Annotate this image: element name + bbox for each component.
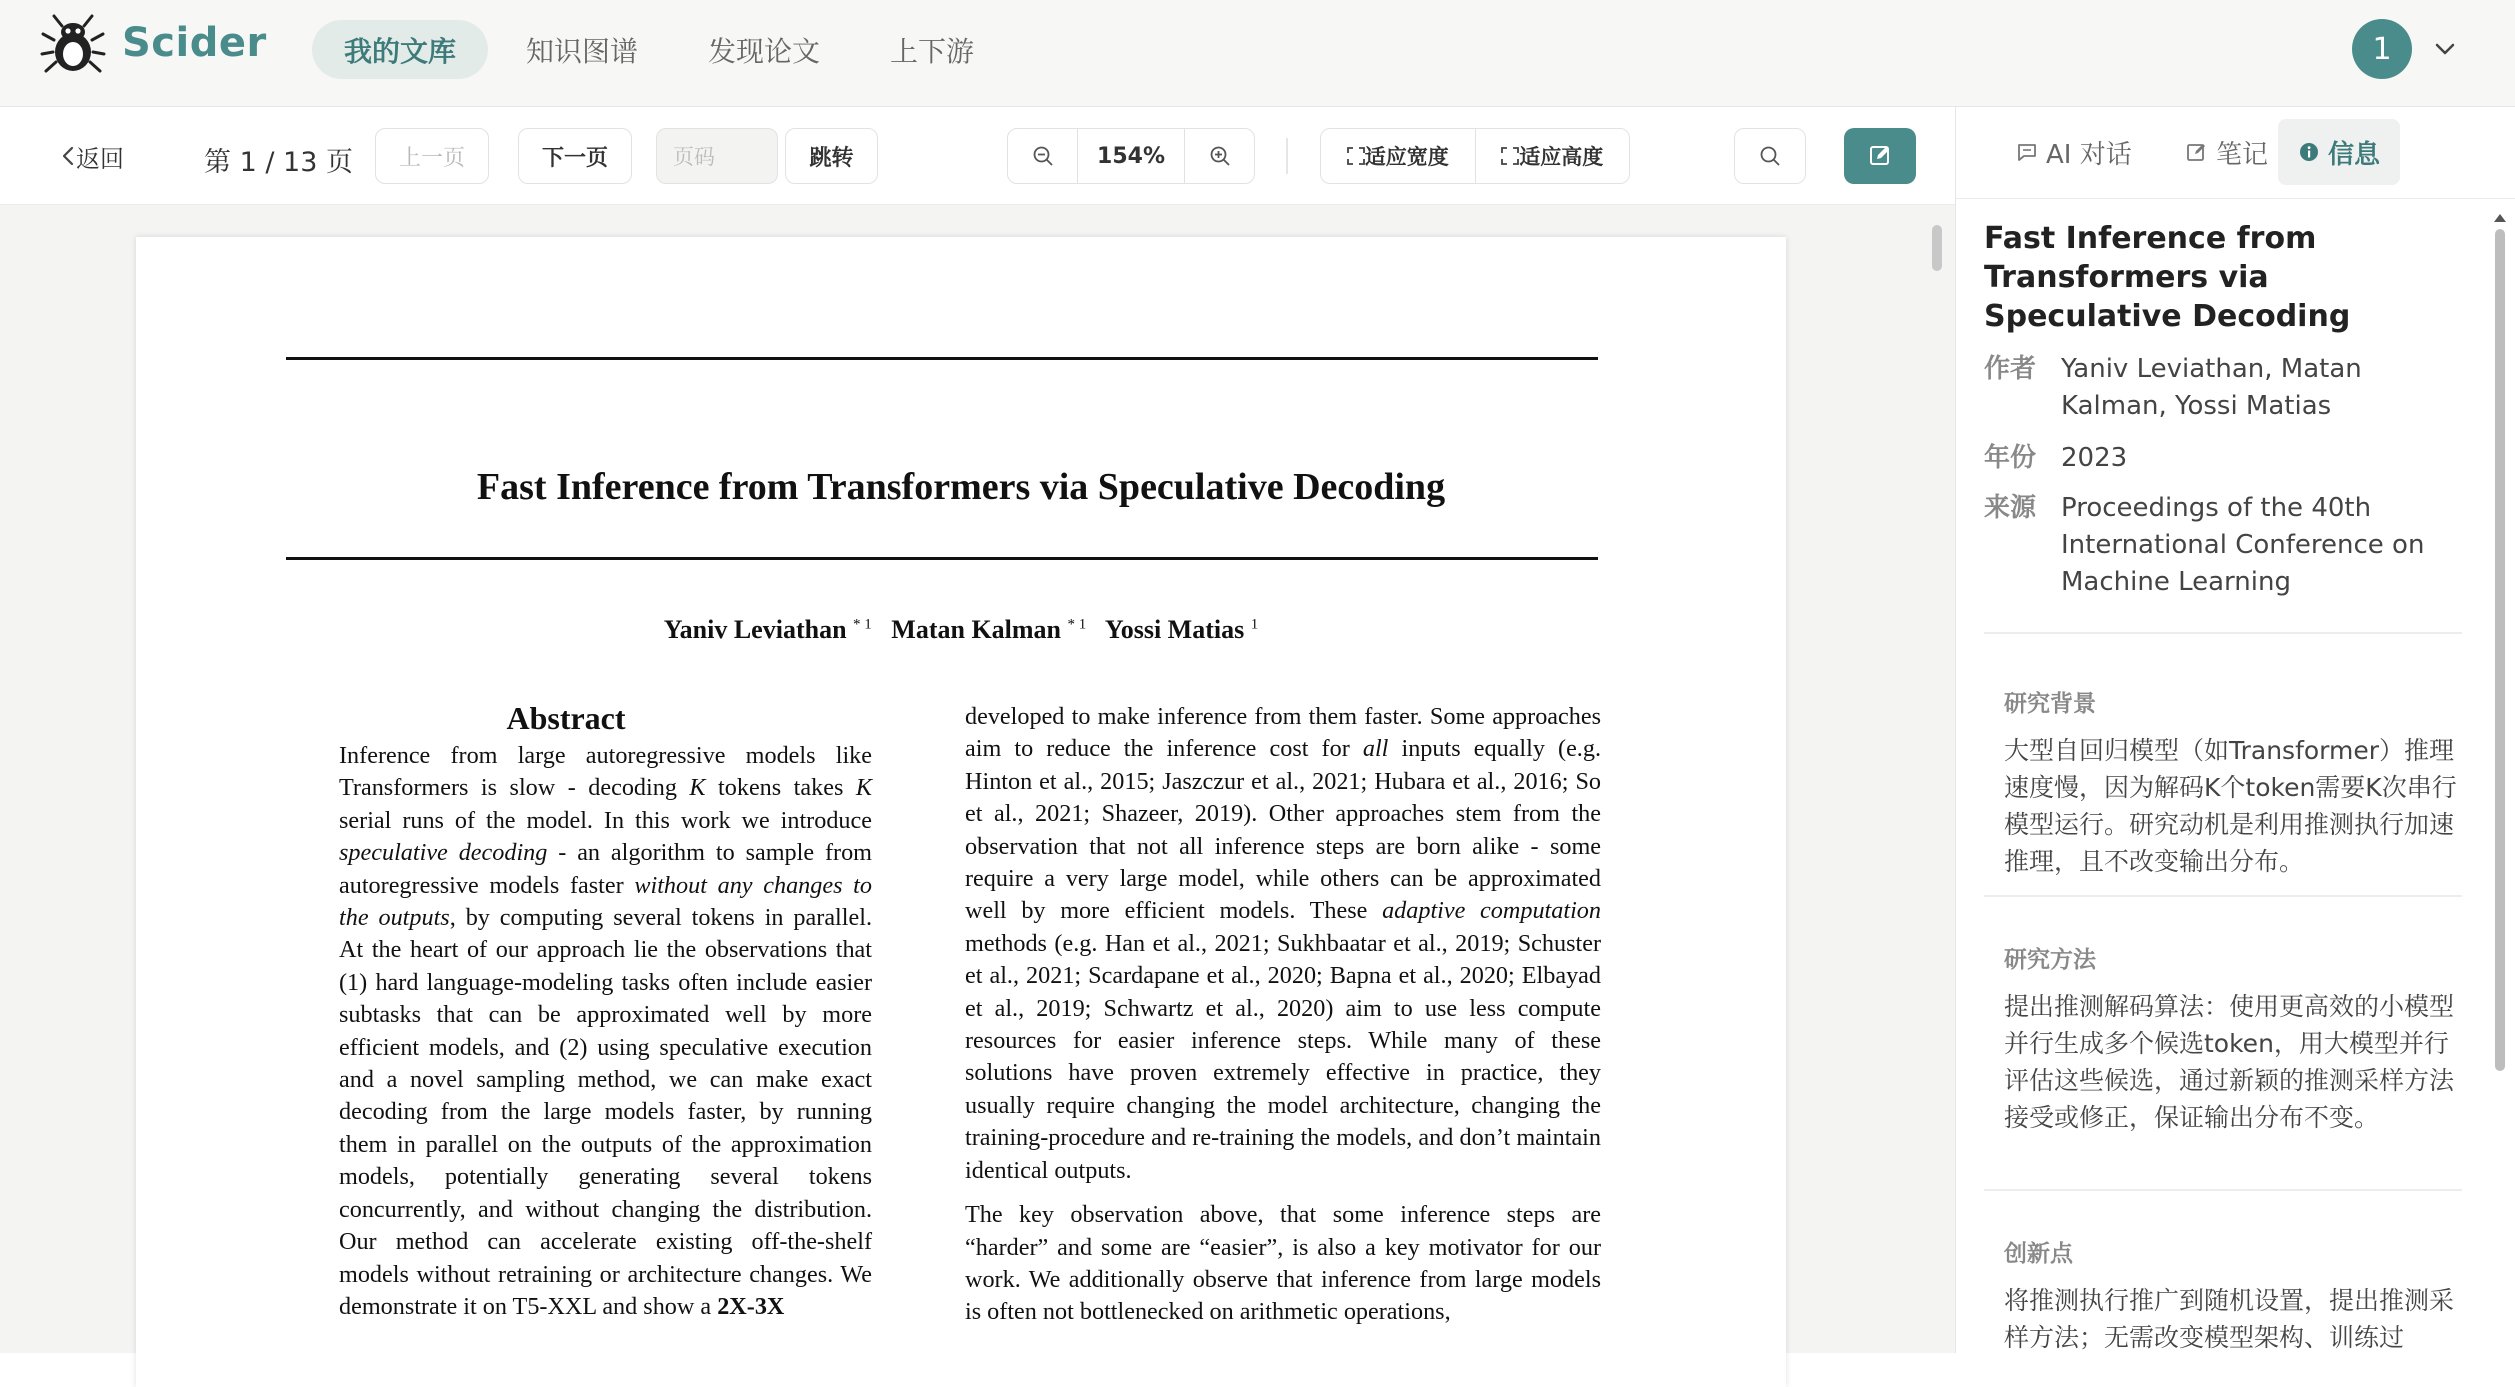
viewer-toolbar xyxy=(0,107,1955,205)
nav-knowledge-graph[interactable]: 知识图谱 xyxy=(526,34,639,68)
section-heading: 研究背景 xyxy=(2004,691,2096,717)
zoom-out-icon xyxy=(1032,145,1054,167)
chat-icon xyxy=(2016,141,2038,163)
fit-height-button[interactable] xyxy=(1476,129,1630,183)
meta-year xyxy=(1984,440,2464,477)
paper-authors xyxy=(136,615,1786,645)
abstract-paragraph: Inference from large autoregressive models like Transformers is slow - decoding K tokens takes K serial runs of the model. In this work we introduce speculative decoding - an algorithm to sample from autoregressive models faster without any changes to the outputs, by computing several tokens in parallel. At the heart of our approach lie the observations that (1) hard language-modeling tasks often include easier subtasks that can be approximated well by more efficient models, and (2) using speculative execution and a novel sampling method, we can make exact decoding from the large models faster, by running them in parallel on the outputs of the approximation models, potentially generating several tokens concurrently, and without changing the distribution. Our method can accelerate existing off-the-shelf models without retraining or architecture changes. We demonstrate it on T5-XXL and show a 2X-3X xyxy=(339,742,872,1320)
paper-title: Fast Inference from Transformers via Speculative Decoding xyxy=(476,466,1446,508)
section-background xyxy=(1984,685,2462,880)
nav-discover-papers[interactable]: 发现论文 xyxy=(708,34,821,68)
title-rule-bottom xyxy=(286,557,1598,560)
meta-key: 作者 xyxy=(1984,354,2037,384)
title-rule-top xyxy=(286,357,1598,360)
brand-name[interactable]: Scider xyxy=(122,20,267,66)
tab-label: 笔记 xyxy=(2216,139,2269,170)
tab-label: 信息 xyxy=(2328,139,2381,170)
page-indicator: 第 1 / 13 页 xyxy=(204,147,353,178)
zoom-level: 154% xyxy=(1097,143,1165,169)
abstract-heading: Abstract xyxy=(506,700,626,736)
fit-width-button[interactable] xyxy=(1321,129,1476,183)
search-icon xyxy=(1759,145,1781,167)
info-icon xyxy=(2298,141,2320,163)
nav-my-library[interactable]: 我的文库 xyxy=(312,20,488,79)
meta-value: 2023 xyxy=(2061,443,2128,473)
nav-upstream-downstream[interactable]: 上下游 xyxy=(890,34,975,68)
top-bar xyxy=(0,0,2515,107)
chevron-left-icon xyxy=(60,145,76,167)
pdf-viewer xyxy=(0,107,1955,1353)
tab-label: AI 对话 xyxy=(2046,139,2132,170)
bug-logo-icon[interactable] xyxy=(40,14,106,74)
meta-value: Yaniv Leviathan, Matan Kalman, Yossi Matias xyxy=(2061,354,2362,421)
next-page-button[interactable]: 下一页 xyxy=(518,128,632,184)
main-nav xyxy=(312,20,1012,79)
expand-icon xyxy=(1347,147,1365,165)
toolbar-divider xyxy=(1286,138,1288,174)
author-name: Yaniv Leviathan xyxy=(663,615,847,644)
tab-info[interactable] xyxy=(2278,119,2400,185)
sidebar-scrollbar-thumb[interactable] xyxy=(2495,229,2505,1071)
author-affiliation: * 1 xyxy=(853,616,872,633)
meta-value: Proceedings of the 40th International Conference on Machine Learning xyxy=(2061,493,2425,597)
divider xyxy=(1984,895,2462,897)
sidebar-paper-title: Fast Inference from Transformers via Speculative Decoding xyxy=(1984,221,2351,334)
fit-control xyxy=(1320,128,1630,184)
fit-width-label: 适应宽度 xyxy=(1364,145,1449,169)
back-label: 返回 xyxy=(76,144,124,173)
note-edit-icon xyxy=(2186,141,2208,163)
pdf-scrollbar-thumb[interactable] xyxy=(1932,225,1942,271)
meta-key: 来源 xyxy=(1984,493,2037,523)
zoom-out-button[interactable] xyxy=(1008,129,1078,183)
section-innovation xyxy=(1984,1235,2462,1356)
scroll-up-arrow-icon[interactable] xyxy=(2492,211,2508,225)
meta-source xyxy=(1984,490,2464,601)
meta-authors xyxy=(1984,351,2464,425)
author-affiliation: 1 xyxy=(1250,616,1259,633)
intro-paragraph: The key observation above, that some inference steps are “harder” and some are “easier”, is also a key motivator for our work. We additionally observe that inference from large models is often not bottlenecked on arithmetic operations, xyxy=(965,1201,1601,1326)
section-heading: 研究方法 xyxy=(2004,947,2096,973)
zoom-in-button[interactable] xyxy=(1184,129,1254,183)
zoom-control xyxy=(1007,128,1255,184)
pdf-page xyxy=(136,237,1786,1387)
abstract-text xyxy=(339,740,872,1323)
jump-button[interactable]: 跳转 xyxy=(785,128,878,184)
tab-ai-chat[interactable] xyxy=(1996,119,2152,185)
section-body: 将推测执行推广到随机设置，提出推测采样方法；无需改变模型架构、训练过 xyxy=(2004,1286,2455,1352)
meta-key: 年份 xyxy=(1984,443,2037,473)
expand-icon xyxy=(1501,147,1519,165)
chevron-down-icon[interactable] xyxy=(2432,36,2458,62)
section-body: 提出推测解码算法：使用更高效的小模型并行生成多个候选token，用大模型并行评估这些候选，通过新颖的推测采样方法接受或修正，保证输出分布不变。 xyxy=(2004,992,2455,1132)
pdf-scrollbar[interactable] xyxy=(1930,205,1944,1353)
sidebar-scrollbar[interactable] xyxy=(2492,207,2508,1353)
zoom-in-icon xyxy=(1209,145,1231,167)
author-name: Matan Kalman xyxy=(891,615,1062,644)
author-name: Yossi Matias xyxy=(1104,615,1245,644)
page-number-input[interactable]: 页码 xyxy=(656,128,778,184)
fit-height-label: 适应高度 xyxy=(1519,145,1604,169)
info-sidebar xyxy=(1955,107,2515,1353)
prev-page-button[interactable]: 上一页 xyxy=(375,128,489,184)
divider xyxy=(1984,1189,2462,1191)
edit-icon xyxy=(1868,144,1892,168)
sidebar-tabs xyxy=(1956,107,2515,199)
search-button[interactable] xyxy=(1734,128,1806,184)
section-heading: 创新点 xyxy=(2004,1241,2073,1267)
intro-paragraph: developed to make inference from them faster. Some approaches aim to reduce the inference cost for all inputs equally (e.g. Hinton et al., 2015; Jaszczur et al., 2021; Hubara et al., 2016; So et al., 2021; Shazeer, 2019). Other approaches stem from the observation that not all inference steps are born alike - some require a very large model, while others can be approximated well by more efficient models. These adaptive computation methods (e.g. Han et al., 2021; Sukhbaatar et al., 2019; Schuster et al., 2021; Scardapane et al., 2020; Bapna et al., 2020; Elbayad et al., 2019; Schwartz et al., 2020) aim to use less compute resources for easier inference steps. While many of these solutions have proven extremely effective in practice, they usually require changing the model architecture, changing the training-procedure and re-training the models, and don’t maintain identical outputs. xyxy=(965,703,1601,1184)
tab-notes[interactable] xyxy=(2166,119,2288,185)
author-affiliation: * 1 xyxy=(1067,616,1087,633)
section-body: 大型自回归模型（如Transformer）推理速度慢，因为解码K个token需要K次串行模型运行。研究动机是利用推测执行加速推理，且不改变输出分布。 xyxy=(2004,736,2457,876)
back-button[interactable] xyxy=(52,128,132,184)
intro-column xyxy=(965,701,1601,1329)
divider xyxy=(1984,632,2462,634)
user-avatar[interactable]: 1 xyxy=(2352,19,2412,79)
section-method xyxy=(1984,941,2462,1136)
annotate-button[interactable] xyxy=(1844,128,1916,184)
